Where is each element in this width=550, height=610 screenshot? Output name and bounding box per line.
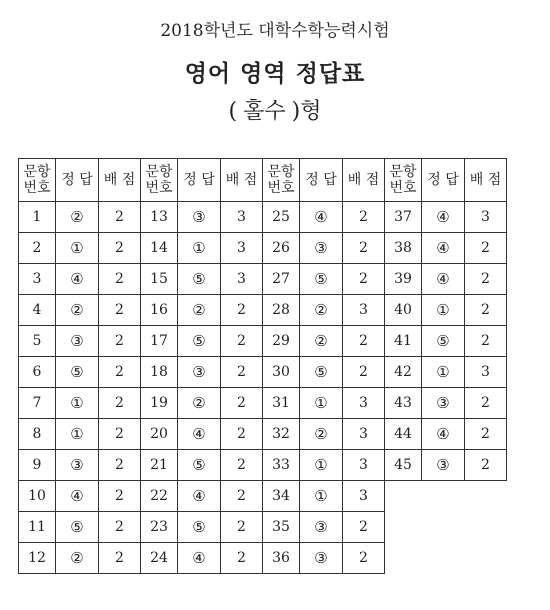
question-number-cell: 45 bbox=[385, 450, 422, 481]
answer-cell: ⑤ bbox=[178, 512, 221, 543]
empty-cell bbox=[385, 543, 422, 574]
answer-cell: ④ bbox=[422, 264, 465, 295]
points-cell: 2 bbox=[99, 543, 141, 574]
answer-cell: ③ bbox=[178, 202, 221, 233]
exam-title: 2018학년도 대학수학능력시험 bbox=[160, 21, 390, 41]
header-question-number-top: 문항 bbox=[145, 164, 173, 180]
header-question-number-bottom: 번호 bbox=[23, 180, 51, 196]
empty-cell bbox=[422, 481, 465, 512]
answer-cell: ② bbox=[56, 543, 99, 574]
question-number-cell: 38 bbox=[385, 233, 422, 264]
header-question-number-top: 문항 bbox=[389, 164, 417, 180]
points-cell: 3 bbox=[465, 357, 507, 388]
answer-cell: ④ bbox=[56, 481, 99, 512]
answer-cell: ① bbox=[300, 481, 343, 512]
answer-cell: ④ bbox=[300, 202, 343, 233]
header-question-number-bottom: 번호 bbox=[145, 180, 173, 196]
table-row bbox=[19, 388, 507, 419]
table-row bbox=[19, 512, 507, 543]
question-number-cell: 39 bbox=[385, 264, 422, 295]
question-number-cell: 18 bbox=[141, 357, 178, 388]
question-number-cell: 42 bbox=[385, 357, 422, 388]
empty-cell bbox=[422, 543, 465, 574]
question-number-cell: 9 bbox=[19, 450, 56, 481]
points-cell: 2 bbox=[221, 388, 263, 419]
answer-sheet-title: 영어 영역 정답표 bbox=[184, 60, 366, 87]
table-row bbox=[19, 295, 507, 326]
points-cell: 2 bbox=[343, 202, 385, 233]
header-question-number-bottom: 번호 bbox=[389, 180, 417, 196]
question-number-cell: 16 bbox=[141, 295, 178, 326]
question-number-cell: 27 bbox=[263, 264, 300, 295]
empty-cell bbox=[385, 512, 422, 543]
header-points: 배 점 bbox=[99, 159, 141, 202]
header-question-number-bottom: 번호 bbox=[267, 180, 295, 196]
points-cell: 2 bbox=[99, 450, 141, 481]
form-type-close: )형 bbox=[291, 99, 322, 124]
answer-cell: ① bbox=[178, 233, 221, 264]
answer-cell: ④ bbox=[56, 264, 99, 295]
empty-cell bbox=[465, 481, 507, 512]
answer-cell: ⑤ bbox=[56, 357, 99, 388]
answer-cell: ③ bbox=[300, 233, 343, 264]
points-cell: 2 bbox=[221, 419, 263, 450]
points-cell: 2 bbox=[343, 233, 385, 264]
table-row bbox=[19, 357, 507, 388]
points-cell: 2 bbox=[343, 512, 385, 543]
points-cell: 2 bbox=[465, 388, 507, 419]
question-number-cell: 12 bbox=[19, 543, 56, 574]
answer-cell: ③ bbox=[300, 543, 343, 574]
answer-cell: ④ bbox=[422, 233, 465, 264]
question-number-cell: 37 bbox=[385, 202, 422, 233]
answer-cell: ⑤ bbox=[56, 512, 99, 543]
points-cell: 3 bbox=[343, 295, 385, 326]
question-number-cell: 23 bbox=[141, 512, 178, 543]
answer-cell: ② bbox=[56, 202, 99, 233]
header-question-number bbox=[141, 159, 178, 202]
answer-cell: ⑤ bbox=[178, 326, 221, 357]
empty-cell bbox=[465, 543, 507, 574]
header-question-number bbox=[19, 159, 56, 202]
question-number-cell: 20 bbox=[141, 419, 178, 450]
question-number-cell: 8 bbox=[19, 419, 56, 450]
points-cell: 2 bbox=[465, 233, 507, 264]
points-cell: 2 bbox=[99, 264, 141, 295]
points-cell: 2 bbox=[221, 357, 263, 388]
question-number-cell: 7 bbox=[19, 388, 56, 419]
points-cell: 3 bbox=[343, 388, 385, 419]
answer-cell: ① bbox=[56, 233, 99, 264]
table-row bbox=[19, 202, 507, 233]
header-question-number-top: 문항 bbox=[267, 164, 295, 180]
answer-cell: ③ bbox=[422, 388, 465, 419]
points-cell: 2 bbox=[465, 326, 507, 357]
points-cell: 2 bbox=[343, 264, 385, 295]
points-cell: 2 bbox=[221, 450, 263, 481]
header-answer: 정 답 bbox=[56, 159, 99, 202]
question-number-cell: 31 bbox=[263, 388, 300, 419]
question-number-cell: 17 bbox=[141, 326, 178, 357]
answer-cell: ① bbox=[422, 357, 465, 388]
answer-cell: ① bbox=[300, 388, 343, 419]
points-cell: 2 bbox=[99, 357, 141, 388]
question-number-cell: 30 bbox=[263, 357, 300, 388]
question-number-cell: 29 bbox=[263, 326, 300, 357]
table-row bbox=[19, 543, 507, 574]
header-points: 배 점 bbox=[221, 159, 263, 202]
answer-cell: ⑤ bbox=[178, 264, 221, 295]
answer-cell: ① bbox=[56, 388, 99, 419]
answer-cell: ③ bbox=[56, 450, 99, 481]
table-row bbox=[19, 419, 507, 450]
question-number-cell: 5 bbox=[19, 326, 56, 357]
question-number-cell: 24 bbox=[141, 543, 178, 574]
question-number-cell: 6 bbox=[19, 357, 56, 388]
question-number-cell: 1 bbox=[19, 202, 56, 233]
question-number-cell: 41 bbox=[385, 326, 422, 357]
question-number-cell: 2 bbox=[19, 233, 56, 264]
answer-cell: ④ bbox=[422, 419, 465, 450]
question-number-cell: 32 bbox=[263, 419, 300, 450]
answer-cell: ② bbox=[300, 295, 343, 326]
form-type-value: 홀수 bbox=[243, 99, 286, 124]
table-row bbox=[19, 481, 507, 512]
points-cell: 2 bbox=[221, 295, 263, 326]
header-points: 배 점 bbox=[465, 159, 507, 202]
question-number-cell: 14 bbox=[141, 233, 178, 264]
answer-cell: ① bbox=[300, 450, 343, 481]
points-cell: 3 bbox=[221, 233, 263, 264]
points-cell: 2 bbox=[221, 326, 263, 357]
answer-cell: ③ bbox=[178, 357, 221, 388]
answer-cell: ⑤ bbox=[422, 326, 465, 357]
answer-cell: ④ bbox=[422, 202, 465, 233]
table-row bbox=[19, 326, 507, 357]
answer-cell: ③ bbox=[300, 512, 343, 543]
answer-cell: ② bbox=[300, 419, 343, 450]
question-number-cell: 22 bbox=[141, 481, 178, 512]
table-row bbox=[19, 450, 507, 481]
question-number-cell: 11 bbox=[19, 512, 56, 543]
points-cell: 2 bbox=[465, 450, 507, 481]
points-cell: 2 bbox=[99, 233, 141, 264]
answer-cell: ③ bbox=[56, 326, 99, 357]
points-cell: 2 bbox=[343, 543, 385, 574]
points-cell: 2 bbox=[221, 543, 263, 574]
points-cell: 3 bbox=[221, 202, 263, 233]
points-cell: 3 bbox=[221, 264, 263, 295]
points-cell: 2 bbox=[99, 295, 141, 326]
answer-cell: ① bbox=[56, 419, 99, 450]
empty-cell bbox=[465, 512, 507, 543]
question-number-cell: 19 bbox=[141, 388, 178, 419]
points-cell: 2 bbox=[465, 419, 507, 450]
points-cell: 2 bbox=[99, 512, 141, 543]
points-cell: 2 bbox=[465, 295, 507, 326]
points-cell: 3 bbox=[343, 419, 385, 450]
table-row bbox=[19, 233, 507, 264]
empty-cell bbox=[385, 481, 422, 512]
points-cell: 2 bbox=[99, 326, 141, 357]
points-cell: 2 bbox=[99, 481, 141, 512]
answer-cell: ② bbox=[178, 388, 221, 419]
header-answer: 정 답 bbox=[300, 159, 343, 202]
points-cell: 2 bbox=[221, 481, 263, 512]
points-cell: 2 bbox=[99, 202, 141, 233]
question-number-cell: 36 bbox=[263, 543, 300, 574]
answer-cell: ④ bbox=[178, 481, 221, 512]
question-number-cell: 35 bbox=[263, 512, 300, 543]
answer-cell: ④ bbox=[178, 419, 221, 450]
table-row bbox=[19, 264, 507, 295]
answer-table bbox=[18, 158, 507, 574]
answer-table-body bbox=[19, 202, 507, 574]
question-number-cell: 40 bbox=[385, 295, 422, 326]
header-question-number-top: 문항 bbox=[23, 164, 51, 180]
question-number-cell: 26 bbox=[263, 233, 300, 264]
answer-cell: ④ bbox=[178, 543, 221, 574]
points-cell: 2 bbox=[465, 264, 507, 295]
answer-cell: ② bbox=[178, 295, 221, 326]
answer-cell: ② bbox=[56, 295, 99, 326]
question-number-cell: 21 bbox=[141, 450, 178, 481]
points-cell: 3 bbox=[343, 450, 385, 481]
question-number-cell: 34 bbox=[263, 481, 300, 512]
points-cell: 2 bbox=[99, 388, 141, 419]
question-number-cell: 43 bbox=[385, 388, 422, 419]
points-cell: 2 bbox=[343, 326, 385, 357]
form-type-open-paren: ( bbox=[228, 99, 238, 124]
points-cell: 2 bbox=[221, 512, 263, 543]
points-cell: 3 bbox=[465, 202, 507, 233]
answer-cell: ② bbox=[300, 326, 343, 357]
header-points: 배 점 bbox=[343, 159, 385, 202]
question-number-cell: 13 bbox=[141, 202, 178, 233]
answer-cell: ⑤ bbox=[300, 264, 343, 295]
header-answer: 정 답 bbox=[178, 159, 221, 202]
header-question-number bbox=[385, 159, 422, 202]
question-number-cell: 44 bbox=[385, 419, 422, 450]
header-answer: 정 답 bbox=[422, 159, 465, 202]
points-cell: 3 bbox=[343, 481, 385, 512]
header-question-number bbox=[263, 159, 300, 202]
question-number-cell: 3 bbox=[19, 264, 56, 295]
header-row bbox=[19, 159, 507, 202]
answer-cell: ⑤ bbox=[178, 450, 221, 481]
question-number-cell: 4 bbox=[19, 295, 56, 326]
question-number-cell: 33 bbox=[263, 450, 300, 481]
question-number-cell: 28 bbox=[263, 295, 300, 326]
points-cell: 2 bbox=[99, 419, 141, 450]
question-number-cell: 15 bbox=[141, 264, 178, 295]
form-type bbox=[0, 94, 550, 125]
answer-cell: ① bbox=[422, 295, 465, 326]
question-number-cell: 25 bbox=[263, 202, 300, 233]
empty-cell bbox=[422, 512, 465, 543]
points-cell: 2 bbox=[343, 357, 385, 388]
question-number-cell: 10 bbox=[19, 481, 56, 512]
answer-cell: ③ bbox=[422, 450, 465, 481]
answer-cell: ⑤ bbox=[300, 357, 343, 388]
